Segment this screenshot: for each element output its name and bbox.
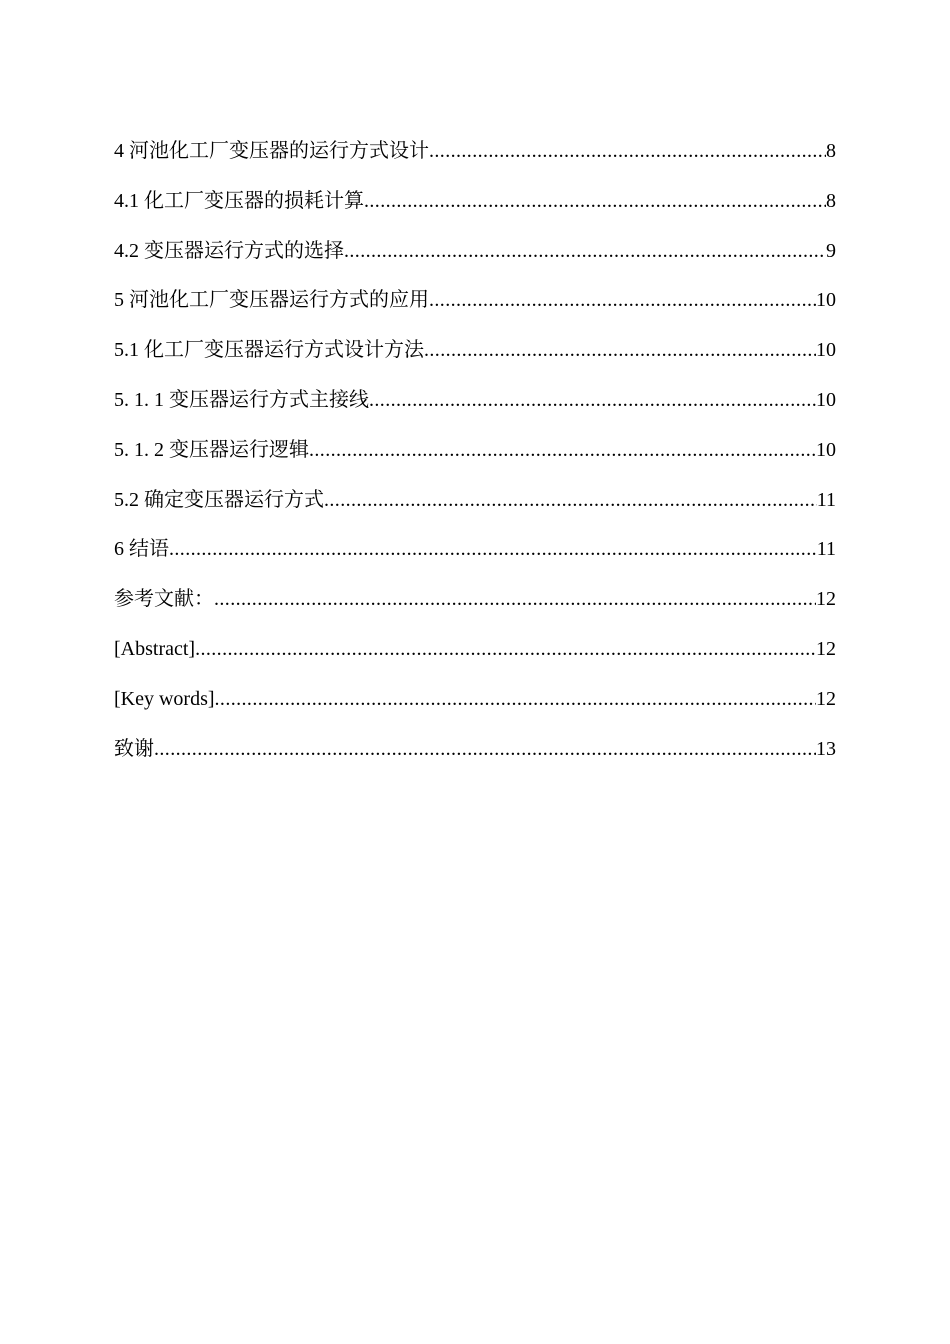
toc-entry[interactable]: [114, 485, 836, 535]
toc-entry[interactable]: [114, 186, 836, 236]
toc-dot-leader: [154, 734, 816, 764]
toc-entry-title: 5.1 化工厂变压器运行方式设计方法: [114, 339, 424, 362]
toc-entry-title: 4.2 变压器运行方式的选择: [114, 239, 344, 262]
toc-page-number: 11: [816, 488, 836, 511]
toc-entry-title: [Abstract]: [114, 637, 196, 660]
toc-dot-leader: [429, 285, 816, 315]
toc-dot-leader: [195, 634, 816, 664]
toc-entry[interactable]: [114, 584, 836, 634]
toc-entry-title: 5. 1. 1 变压器运行方式主接线: [114, 388, 369, 411]
toc-dot-leader: [215, 684, 816, 714]
table-of-contents: [114, 136, 836, 783]
toc-entry-title: 5.2 确定变压器运行方式: [114, 488, 324, 511]
toc-dot-leader: [169, 534, 817, 564]
toc-page-number: 9: [826, 239, 836, 262]
toc-page-number: 10: [816, 388, 836, 411]
toc-dot-leader: [364, 186, 826, 216]
toc-entry-title: 6 结语: [114, 538, 169, 561]
toc-page-number: 12: [816, 588, 836, 611]
toc-dot-leader: [424, 335, 816, 365]
toc-entry[interactable]: [114, 285, 836, 335]
toc-dot-leader: [344, 236, 826, 266]
toc-dot-leader: [309, 435, 816, 465]
toc-page-number: 11: [816, 538, 836, 561]
toc-page-number: 12: [816, 687, 836, 710]
toc-entry-title: 5. 1. 2 变压器运行逻辑: [114, 438, 309, 461]
toc-entry-title: 致谢: [114, 737, 154, 760]
toc-page-number: 10: [816, 339, 836, 362]
toc-entry[interactable]: [114, 734, 836, 784]
toc-entry-title: 4 河池化工厂变压器的运行方式设计: [114, 140, 429, 162]
toc-entry[interactable]: [114, 136, 836, 186]
toc-entry[interactable]: [114, 534, 836, 584]
toc-entry[interactable]: [114, 385, 836, 435]
toc-dot-leader: [214, 584, 816, 614]
toc-entry[interactable]: [114, 335, 836, 385]
toc-entry[interactable]: [114, 684, 836, 734]
toc-entry[interactable]: [114, 236, 836, 286]
toc-page-number: 10: [816, 438, 836, 461]
toc-dot-leader: [429, 136, 826, 166]
toc-entry[interactable]: [114, 435, 836, 485]
toc-entry-title: 4.1 化工厂变压器的损耗计算: [114, 189, 364, 212]
toc-entry-title: 参考文献：: [114, 588, 214, 611]
toc-page-number: 10: [816, 289, 836, 312]
toc-page-number: 13: [816, 737, 836, 760]
toc-entry-title: 5 河池化工厂变压器运行方式的应用: [114, 289, 429, 312]
toc-dot-leader: [369, 385, 816, 415]
toc-page-number: 12: [816, 637, 836, 660]
toc-page-number: 8: [826, 189, 836, 212]
toc-dot-leader: [324, 485, 817, 515]
toc-page-number: 8: [826, 140, 836, 162]
toc-entry[interactable]: [114, 634, 836, 684]
toc-entry-title: [Key words]: [114, 687, 215, 710]
